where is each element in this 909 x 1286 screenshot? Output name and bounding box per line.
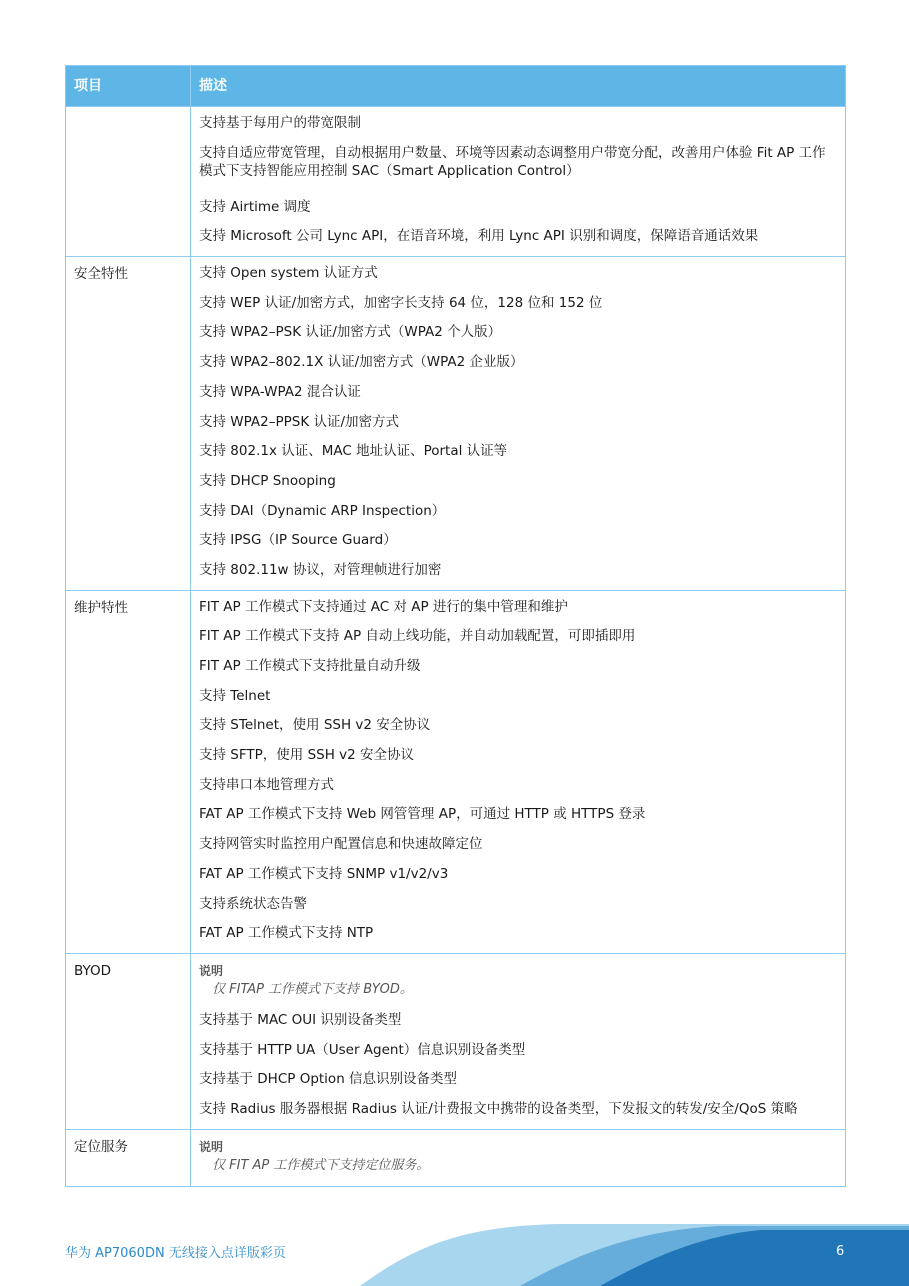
desc-line: 支持 Microsoft 公司 Lync API，在语音环境，利用 Lync API 识别和调度，保障语音通话效果 (199, 228, 759, 245)
spec-table (65, 65, 846, 1187)
desc-line: FAT AP 工作模式下支持 NTP (199, 925, 374, 942)
table-row (66, 590, 846, 953)
desc-line: FIT AP 工作模式下支持 AP 自动上线功能，并自动加载配置，可即插即用 (199, 628, 636, 645)
desc-line: 支持 SFTP，使用 SSH v2 安全协议 (199, 747, 415, 764)
row-desc (191, 1129, 846, 1186)
page-footer (0, 1222, 909, 1286)
table-row (66, 107, 846, 257)
row-item: BYOD (66, 953, 191, 1129)
table-header-row (66, 66, 846, 107)
desc-line: 支持 WPA2–PPSK 认证/加密方式 (199, 413, 400, 430)
desc-line: FAT AP 工作模式下支持 Web 网管管理 AP，可通过 HTTP 或 HTTPS 登录 (199, 806, 646, 823)
note-body: 仅 FITAP 工作模式下支持 BYOD。 (212, 981, 413, 997)
desc-line: 支持 Radius 服务器根据 Radius 认证/计费报文中携带的设备类型，下发报文的转发/安全/QoS 策略 (199, 1100, 798, 1117)
desc-line: 支持 WPA2–802.1X 认证/加密方式（WPA2 企业版） (199, 354, 524, 371)
row-item (66, 107, 191, 257)
header-desc: 描述 (191, 66, 846, 107)
desc-line: FIT AP 工作模式下支持通过 AC 对 AP 进行的集中管理和维护 (199, 598, 568, 615)
desc-line: 支持 Telnet (199, 687, 271, 704)
desc-line: 支持自适应带宽管理，自动根据用户数量、环境等因素动态调整用户带宽分配，改善用户体验 Fit AP 工作模式下支持智能应用控制 SAC（Smart Application Control） (199, 144, 826, 179)
desc-line: 支持 802.11w 协议，对管理帧进行加密 (199, 561, 442, 578)
desc-line: FIT AP 工作模式下支持批量自动升级 (199, 658, 421, 674)
table-row (66, 953, 846, 1129)
desc-line: 支持 802.1x 认证、MAC 地址认证、Portal 认证等 (199, 443, 508, 460)
desc-line: 支持 WPA2–PSK 认证/加密方式（WPA2 个人版） (199, 324, 502, 341)
desc-line: 支持网管实时监控用户配置信息和快速故障定位 (199, 836, 483, 853)
header-item: 项目 (66, 66, 191, 107)
row-item: 安全特性 (66, 257, 191, 591)
page-number: 6 (836, 1244, 845, 1259)
table-row (66, 257, 846, 591)
row-desc (191, 590, 846, 953)
desc-line: FAT AP 工作模式下支持 SNMP v1/v2/v3 (199, 865, 449, 882)
desc-line: 支持 WEP 认证/加密方式，加密字长支持 64 位，128 位和 152 位 (199, 294, 603, 311)
note-body: 仅 FIT AP 工作模式下支持定位服务。 (212, 1157, 430, 1173)
note-title: 说明 (199, 1139, 224, 1154)
desc-line: 支持基于每用户的带宽限制 (199, 115, 361, 131)
row-desc (191, 257, 846, 591)
desc-line: 支持系统状态告警 (199, 895, 307, 912)
footer-title: 华为 AP7060DN 无线接入点详版彩页 (65, 1246, 286, 1261)
row-desc (191, 107, 846, 257)
desc-line: 支持 Airtime 调度 (199, 198, 311, 215)
desc-line: 支持 DHCP Snooping (199, 472, 336, 489)
desc-line: 支持 Open system 认证方式 (199, 265, 378, 282)
desc-line: 支持串口本地管理方式 (199, 776, 334, 793)
desc-line: 支持基于 DHCP Option 信息识别设备类型 (199, 1071, 458, 1088)
note-title: 说明 (199, 963, 224, 978)
desc-line: 支持 STelnet，使用 SSH v2 安全协议 (199, 717, 431, 734)
table-row (66, 1129, 846, 1186)
desc-line: 支持 DAI（Dynamic ARP Inspection） (199, 502, 446, 519)
desc-line: 支持 IPSG（IP Source Guard） (199, 532, 397, 549)
row-item: 维护特性 (66, 590, 191, 953)
desc-line: 支持 WPA-WPA2 混合认证 (199, 383, 361, 400)
row-desc (191, 953, 846, 1129)
desc-line: 支持基于 MAC OUI 识别设备类型 (199, 1011, 402, 1028)
desc-line: 支持基于 HTTP UA（User Agent）信息识别设备类型 (199, 1041, 526, 1058)
row-item: 定位服务 (66, 1129, 191, 1186)
